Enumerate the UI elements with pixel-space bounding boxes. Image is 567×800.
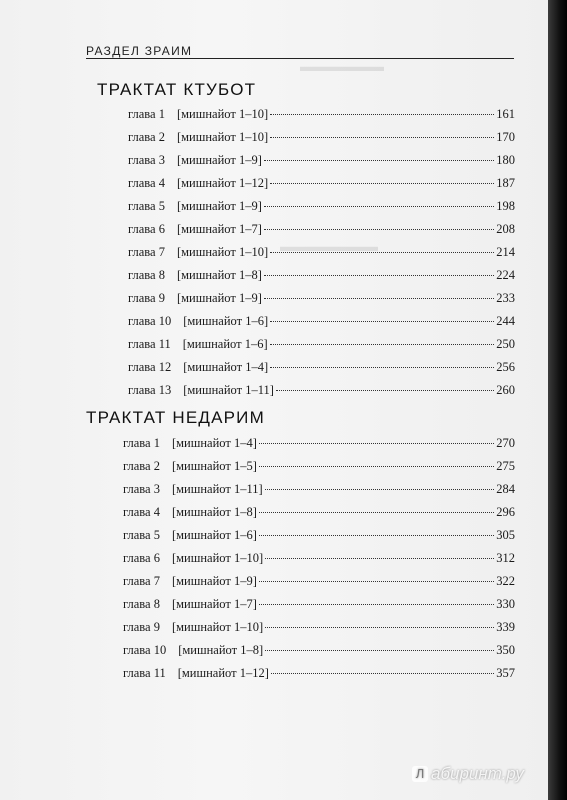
mishnayot-range: [мишнайот 1–4] <box>171 436 257 450</box>
mishnayot-range: [мишнайот 1–11] <box>171 482 263 496</box>
page-number: 322 <box>496 574 515 588</box>
page-number: 339 <box>496 620 515 634</box>
toc-entry[interactable] <box>123 551 515 566</box>
mishnayot-range: [мишнайот 1–7] <box>171 597 257 611</box>
dot-leader <box>259 581 494 582</box>
chapter-label: глава 9 <box>128 291 165 305</box>
chapter-label: глава 13 <box>128 383 172 397</box>
section-title: ТРАКТАТ КТУБОТ <box>97 80 257 99</box>
page-number: 198 <box>496 199 515 213</box>
dot-leader <box>270 114 494 115</box>
toc-entry[interactable] <box>123 574 515 589</box>
page-number: 275 <box>496 459 515 473</box>
dot-leader <box>264 206 494 207</box>
show-through-text: ▬▬▬▬▬▬▬ <box>280 240 378 255</box>
chapter-label: глава 7 <box>128 245 165 259</box>
page-number: 270 <box>496 436 515 450</box>
chapter-label: глава 11 <box>123 666 166 680</box>
toc-entry[interactable] <box>123 597 515 612</box>
page-number: 250 <box>496 337 515 351</box>
mishnayot-range: [мишнайот 1–9] <box>176 153 262 167</box>
toc-entry[interactable] <box>123 436 515 451</box>
toc-entry[interactable] <box>128 153 515 168</box>
toc-entry[interactable] <box>128 337 515 352</box>
page-number: 170 <box>496 130 515 144</box>
mishnayot-range: [мишнайот 1–5] <box>171 459 257 473</box>
watermark <box>412 764 524 784</box>
page-number: 161 <box>496 107 515 121</box>
dot-leader <box>259 512 494 513</box>
dot-leader <box>270 321 494 322</box>
toc-entry[interactable] <box>128 360 515 375</box>
dot-leader <box>265 558 494 559</box>
mishnayot-range: [мишнайот 1–10] <box>176 130 269 144</box>
dot-leader <box>265 627 494 628</box>
chapter-label: глава 5 <box>123 528 160 542</box>
page-number: 256 <box>496 360 515 374</box>
mishnayot-range: [мишнайот 1–10] <box>171 620 264 634</box>
toc-entry[interactable] <box>128 107 515 122</box>
chapter-label: глава 7 <box>123 574 160 588</box>
mishnayot-range: [мишнайот 1–9] <box>171 574 257 588</box>
toc-entry[interactable] <box>128 130 515 145</box>
chapter-label: глава 11 <box>128 337 171 351</box>
page-number: 187 <box>496 176 515 190</box>
show-through-text: ▬▬▬▬▬▬ <box>300 60 384 75</box>
dot-leader <box>259 466 494 467</box>
dot-leader <box>264 160 494 161</box>
running-head: РАЗДЕЛ ЗРАИМ <box>86 44 193 58</box>
chapter-label: глава 8 <box>128 268 165 282</box>
dot-leader <box>270 252 494 253</box>
chapter-label: глава 5 <box>128 199 165 213</box>
watermark-text: абиринт.ру <box>431 764 524 783</box>
chapter-label: глава 9 <box>123 620 160 634</box>
dot-leader <box>270 344 495 345</box>
dot-leader <box>264 298 494 299</box>
chapter-label: глава 10 <box>128 314 172 328</box>
mishnayot-range: [мишнайот 1–9] <box>176 291 262 305</box>
dot-leader <box>259 604 494 605</box>
chapter-label: глава 4 <box>128 176 165 190</box>
header-rule <box>86 58 514 59</box>
chapter-label: глава 6 <box>128 222 165 236</box>
mishnayot-range: [мишнайот 1–9] <box>176 199 262 213</box>
toc-entry[interactable] <box>128 245 515 260</box>
page-number: 180 <box>496 153 515 167</box>
toc-entry[interactable] <box>128 222 515 237</box>
mishnayot-range: [мишнайот 1–6] <box>171 528 257 542</box>
toc-entry[interactable] <box>123 528 515 543</box>
toc-entry[interactable] <box>123 666 515 681</box>
toc-entry[interactable] <box>123 459 515 474</box>
chapter-label: глава 10 <box>123 643 167 657</box>
dot-leader <box>264 275 494 276</box>
section-title: ТРАКТАТ НЕДАРИМ <box>86 408 265 427</box>
mishnayot-range: [мишнайот 1–12] <box>176 176 269 190</box>
mishnayot-range: [мишнайот 1–10] <box>176 107 269 121</box>
toc-entry[interactable] <box>128 383 515 398</box>
page-number: 244 <box>496 314 515 328</box>
mishnayot-range: [мишнайот 1–6] <box>182 337 268 351</box>
toc-entry[interactable] <box>123 482 515 497</box>
mishnayot-range: [мишнайот 1–8] <box>178 643 264 657</box>
page-number: 305 <box>496 528 515 542</box>
page-number: 233 <box>496 291 515 305</box>
book-spine-shadow <box>548 0 567 800</box>
mishnayot-range: [мишнайот 1–11] <box>183 383 274 397</box>
page-number: 296 <box>496 505 515 519</box>
dot-leader <box>265 489 495 490</box>
page-number: 260 <box>496 383 515 397</box>
page-number: 224 <box>496 268 515 282</box>
toc-entry[interactable] <box>123 620 515 635</box>
chapter-label: глава 4 <box>123 505 160 519</box>
dot-leader <box>270 183 494 184</box>
mishnayot-range: [мишнайот 1–12] <box>177 666 269 680</box>
toc-entry[interactable] <box>123 505 515 520</box>
mishnayot-range: [мишнайот 1–10] <box>171 551 264 565</box>
page-number: 208 <box>496 222 515 236</box>
chapter-label: глава 2 <box>128 130 165 144</box>
chapter-label: глава 1 <box>123 436 160 450</box>
toc-entry[interactable] <box>128 176 515 191</box>
page-number: 284 <box>496 482 515 496</box>
toc-entry[interactable] <box>123 643 515 658</box>
page-number: 330 <box>496 597 515 611</box>
page-number: 357 <box>496 666 515 680</box>
dot-leader <box>271 673 494 674</box>
mishnayot-range: [мишнайот 1–8] <box>176 268 262 282</box>
toc-entry[interactable] <box>128 291 515 306</box>
dot-leader <box>265 650 494 651</box>
chapter-label: глава 3 <box>128 153 165 167</box>
dot-leader <box>264 229 494 230</box>
dot-leader <box>259 535 494 536</box>
dot-leader <box>270 367 494 368</box>
chapter-label: глава 3 <box>123 482 160 496</box>
dot-leader <box>259 443 494 444</box>
mishnayot-range: [мишнайот 1–6] <box>183 314 269 328</box>
toc-entry[interactable] <box>128 314 515 329</box>
chapter-label: глава 1 <box>128 107 165 121</box>
labirint-logo-icon: Л <box>412 766 428 782</box>
mishnayot-range: [мишнайот 1–10] <box>176 245 269 259</box>
chapter-label: глава 6 <box>123 551 160 565</box>
mishnayot-range: [мишнайот 1–4] <box>183 360 269 374</box>
toc-entry[interactable] <box>128 199 515 214</box>
mishnayot-range: [мишнайот 1–7] <box>176 222 262 236</box>
page-number: 214 <box>496 245 515 259</box>
chapter-label: глава 2 <box>123 459 160 473</box>
mishnayot-range: [мишнайот 1–8] <box>171 505 257 519</box>
toc-entry[interactable] <box>128 268 515 283</box>
dot-leader <box>276 390 494 391</box>
dot-leader <box>270 137 494 138</box>
page-number: 350 <box>496 643 515 657</box>
chapter-label: глава 8 <box>123 597 160 611</box>
chapter-label: глава 12 <box>128 360 172 374</box>
page-number: 312 <box>496 551 515 565</box>
